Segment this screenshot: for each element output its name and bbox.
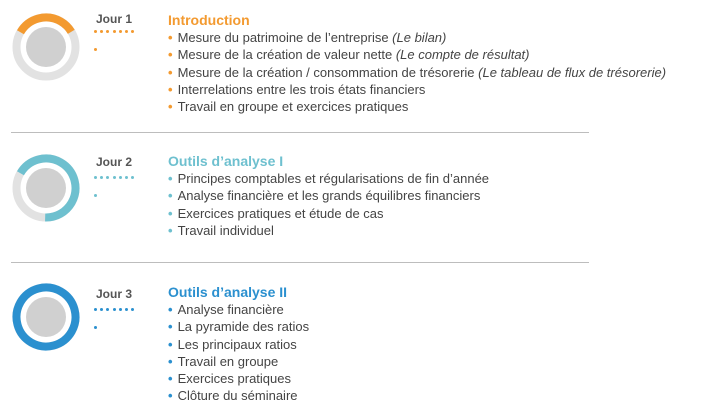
section-divider <box>11 262 589 263</box>
bullet-icon: • <box>168 47 173 63</box>
bullet-icon: • <box>168 388 173 404</box>
list-item <box>168 29 666 46</box>
item-text: Les principaux ratios <box>177 336 297 352</box>
progress-ring-icon <box>12 154 80 222</box>
day-label: Jour 1 <box>96 12 133 26</box>
item-text: Mesure du patrimoine de l’entreprise <box>177 30 393 45</box>
item-text: Mesure de la création / consommation de trésorerie <box>177 64 479 80</box>
item-text: Mesure de la création de valeur nette <box>177 47 396 63</box>
bullet-icon: • <box>168 302 173 317</box>
day-content <box>168 153 489 239</box>
list-item <box>168 301 309 318</box>
item-note: (Le tableau de flux de trésorerie) <box>478 64 667 80</box>
list-item <box>168 98 666 115</box>
list-item <box>168 205 489 222</box>
topic-list <box>168 170 489 239</box>
bullet-icon: • <box>168 319 173 335</box>
list-item <box>168 81 666 98</box>
item-note: (Le compte de résultat) <box>395 47 530 63</box>
bullet-icon: • <box>168 353 173 369</box>
dotted-connector <box>94 308 140 312</box>
day-label: Jour 2 <box>96 155 133 169</box>
item-text: Clôture du séminaire <box>177 388 298 404</box>
bullet-icon: • <box>168 205 173 221</box>
item-text: La pyramide des ratios <box>177 319 310 335</box>
topic-list <box>168 301 309 405</box>
list-item <box>168 187 489 204</box>
list-item <box>168 318 309 335</box>
dotted-connector <box>94 176 140 180</box>
list-item <box>168 353 309 370</box>
item-text: Principes comptables et régularisations de fin d’année <box>177 171 490 186</box>
day-content <box>168 12 666 115</box>
item-text: Interrelations entre les trois états financiers <box>177 81 426 97</box>
day-label: Jour 3 <box>96 287 133 301</box>
bullet-icon: • <box>168 30 173 45</box>
bullet-icon: • <box>168 336 173 352</box>
day-title: Introduction <box>168 12 250 28</box>
item-text: Exercices pratiques <box>177 371 292 387</box>
list-item <box>168 64 666 81</box>
bullet-icon: • <box>168 81 173 97</box>
list-item <box>168 387 309 404</box>
bullet-icon: • <box>168 64 173 80</box>
topic-list <box>168 29 666 115</box>
bullet-icon: • <box>168 99 173 115</box>
item-text: Travail individuel <box>177 222 274 238</box>
list-item <box>168 222 489 239</box>
bullet-icon: • <box>168 371 173 387</box>
item-note: (Le bilan) <box>392 30 447 45</box>
section-divider <box>11 132 589 133</box>
day-content <box>168 284 309 405</box>
item-text: Exercices pratiques et étude de cas <box>177 205 384 221</box>
list-item <box>168 46 666 63</box>
day-title: Outils d’analyse II <box>168 284 288 300</box>
item-text: Analyse financière <box>177 302 284 317</box>
item-text: Travail en groupe et exercices pratiques <box>177 99 409 115</box>
item-text: Travail en groupe <box>177 353 279 369</box>
bullet-icon: • <box>168 222 173 238</box>
progress-ring-icon <box>12 13 80 81</box>
day-title: Outils d’analyse I <box>168 153 284 169</box>
bullet-icon: • <box>168 171 173 186</box>
progress-ring-icon <box>12 283 80 351</box>
list-item <box>168 336 309 353</box>
dotted-connector <box>94 30 140 34</box>
item-text: Analyse financière et les grands équilibres financiers <box>177 188 481 204</box>
list-item <box>168 170 489 187</box>
list-item <box>168 370 309 387</box>
bullet-icon: • <box>168 188 173 204</box>
